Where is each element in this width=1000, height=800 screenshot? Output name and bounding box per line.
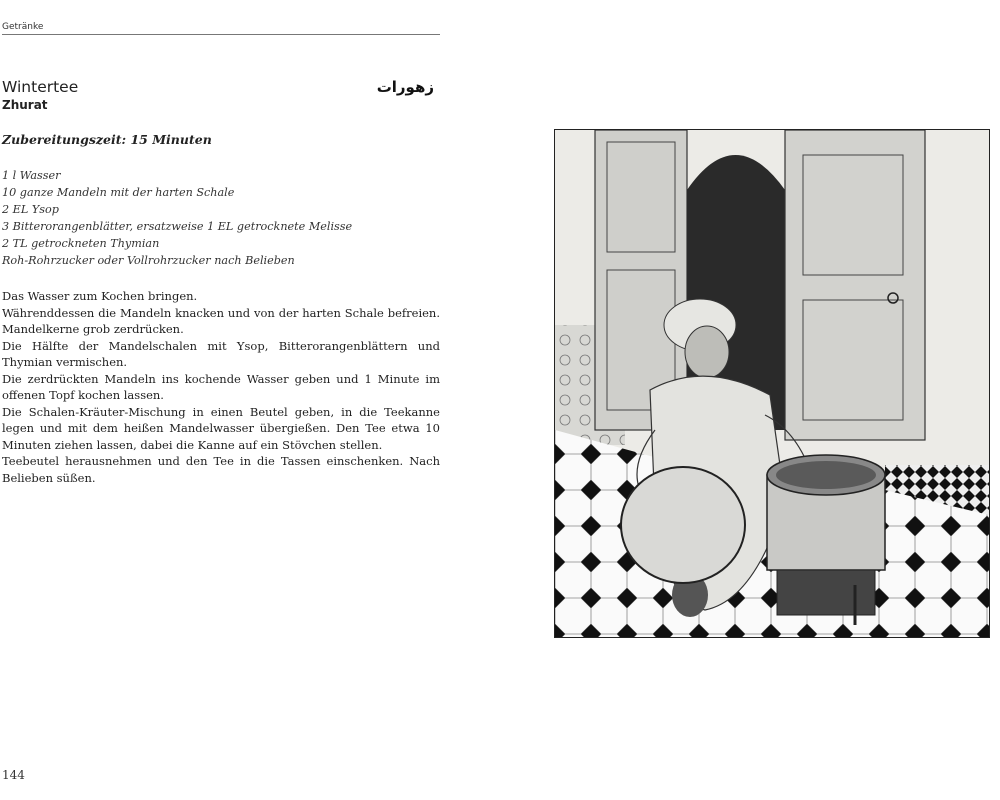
ingredient-item: Roh-Rohrzucker oder Vollrohrzucker nach Belieben bbox=[2, 254, 295, 267]
instruction-step: Die Schalen-Kräuter-Mischung in einen Beutel geben, in die Teekanne legen und mit dem heißen Mandelwasser übergießen. Den Tee etwa 10 Minuten ziehen lassen, dabei die Kanne auf ein Stövchen stellen. bbox=[2, 404, 440, 452]
recipe-subtitle: Zhurat bbox=[2, 98, 48, 112]
illustration-woman-cooking bbox=[554, 129, 990, 638]
arabic-title: زهورات bbox=[376, 78, 434, 96]
prep-time: Zubereitungszeit: 15 Minuten bbox=[2, 132, 212, 147]
ingredient-list bbox=[2, 167, 352, 269]
running-head: Getränke bbox=[2, 22, 440, 35]
pot-lid-icon bbox=[621, 467, 745, 583]
ingredient-item: 2 EL Ysop bbox=[2, 203, 59, 216]
recipe-title: Wintertee bbox=[2, 78, 79, 96]
instruction-step: Die zerdrückten Mandeln ins kochende Wasser geben und 1 Minute im offenen Topf kochen lassen. bbox=[2, 371, 440, 402]
instruction-step: Die Hälfte der Mandelschalen mit Ysop, Bitterorangenblättern und Thymian vermischen. bbox=[2, 338, 440, 369]
instruction-step: Währenddessen die Mandeln knacken und von der harten Schale befreien. Mandelkerne grob zerdrücken. bbox=[2, 305, 440, 336]
instruction-step: Das Wasser zum Kochen bringen. bbox=[2, 289, 198, 303]
cooking-pot-icon bbox=[767, 455, 885, 625]
ingredient-item: 1 l Wasser bbox=[2, 169, 61, 182]
ingredient-item: 10 ganze Mandeln mit der harten Schale bbox=[2, 186, 235, 199]
instructions bbox=[2, 288, 440, 486]
page-number: 144 bbox=[2, 768, 25, 782]
ingredient-item: 3 Bitterorangenblätter, ersatzweise 1 EL getrocknete Melisse bbox=[2, 220, 353, 233]
ingredient-item: 2 TL getrockneten Thymian bbox=[2, 237, 160, 250]
instruction-step: Teebeutel herausnehmen und den Tee in die Tassen einschenken. Nach Belieben süßen. bbox=[2, 454, 440, 485]
